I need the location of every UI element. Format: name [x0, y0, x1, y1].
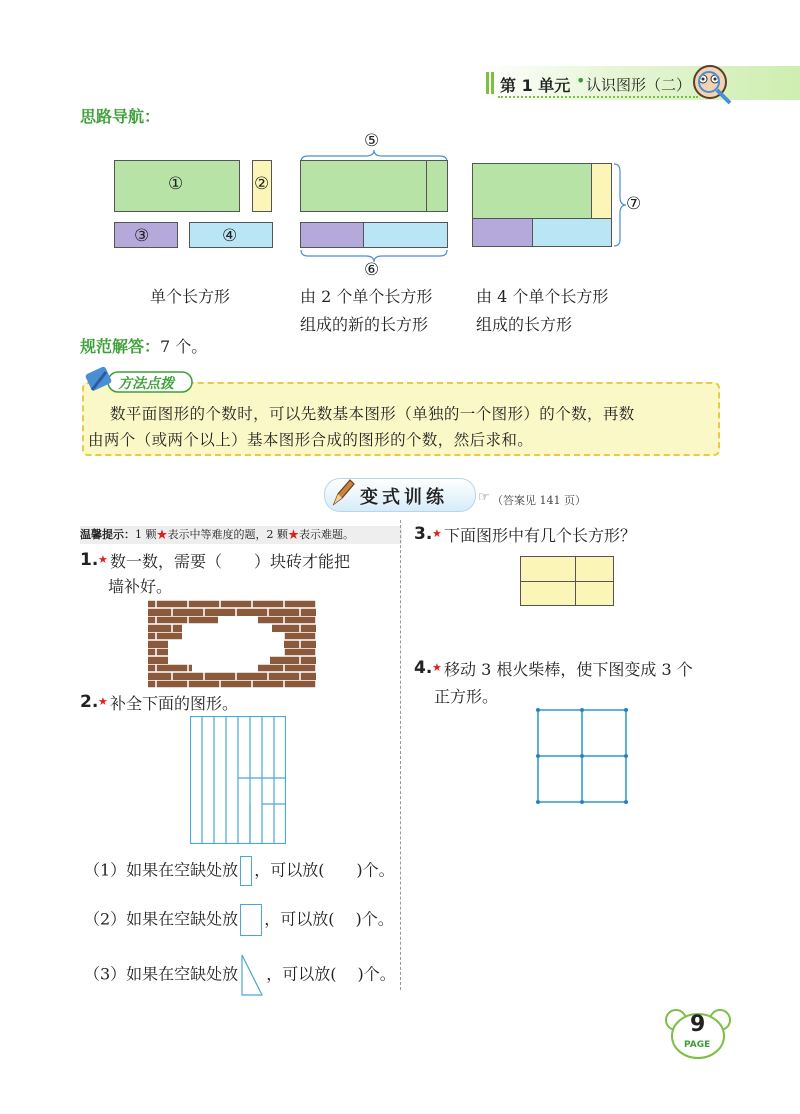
q1-number: 1. — [80, 550, 99, 570]
unit-label: 第 1 单元 — [500, 76, 571, 95]
rect-combo-four — [472, 163, 612, 247]
caption-two-line1: 由 2 个单个长方形 — [300, 287, 433, 306]
tip-line1: 数平面图形的个数时，可以先数基本图形（单独的一个图形）的个数，再数 — [110, 405, 635, 423]
q1-line1: 数一数，需要（ ）块砖才能把 — [110, 552, 351, 571]
caption-four-line1: 由 4 个单个长方形 — [476, 287, 609, 306]
rect-5-label: ⑤ — [364, 131, 380, 151]
column-divider — [400, 520, 401, 990]
answer-line — [80, 334, 207, 357]
q2-text: 补全下面的图形。 — [110, 694, 239, 713]
star-icon: ★ — [156, 528, 168, 541]
page-label: PAGE — [684, 1040, 711, 1050]
training-title: 变式训练 — [360, 487, 448, 508]
rect-7-label: ⑦ — [626, 194, 642, 214]
rect-1-label: ① — [168, 174, 184, 194]
tip-title: 方法点拨 — [118, 376, 174, 392]
q4-line1: 移动 3 根火柴棒，使下图变成 3 个 — [444, 660, 693, 679]
hint-line: 温馨提示：1 颗★表示中等难度的题，2 颗★表示难题。 — [80, 526, 402, 544]
header-bar — [478, 66, 800, 100]
hint-prefix: 温馨提示： — [80, 528, 135, 541]
q3-text: 下面图形中有几个长方形？ — [444, 526, 637, 545]
brace-right — [613, 163, 627, 247]
analysis-heading: 思路导航： — [80, 107, 161, 126]
rect-4-label: ④ — [222, 226, 238, 246]
matchstick-grid — [534, 706, 630, 806]
pointing-hand-icon: ☞ — [478, 490, 490, 505]
q3-number: 3. — [414, 524, 433, 544]
q4-line2: 正方形。 — [434, 687, 499, 706]
tall-rectangle-shape — [240, 856, 252, 886]
tip-line2: 由两个（或两个以上）基本图形合成的图形的个数，然后求和。 — [88, 431, 534, 449]
answer-value: 7 个。 — [160, 337, 208, 356]
q4-number: 4. — [414, 658, 433, 678]
unit-title: 认识图形（二） — [586, 76, 692, 94]
q2-sub1: （1）如果在空缺处放 ，可以放( )个。 — [84, 856, 395, 886]
brick-wall — [148, 600, 316, 688]
header-dotted-line — [498, 96, 698, 98]
wide-rectangle-shape — [240, 904, 262, 936]
star-icon: ★ — [432, 661, 442, 674]
header-accent-bars — [486, 72, 489, 94]
training-ref: （答案见 141 页） — [492, 494, 586, 507]
q3-rectangle-figure — [520, 556, 614, 606]
pencil-icon — [328, 476, 356, 508]
star-icon: ★ — [432, 527, 442, 540]
star-icon: ★ — [288, 528, 299, 541]
q2-sub2: （2）如果在空缺处放 ，可以放( )个。 — [84, 904, 394, 936]
incomplete-figure — [190, 716, 286, 844]
caption-single: 单个长方形 — [150, 287, 231, 306]
q2-number: 2. — [80, 692, 99, 712]
caption-two-line2: 组成的新的长方形 — [300, 315, 429, 334]
q1-line2: 墙补好。 — [108, 577, 173, 596]
caption-four-line2: 组成的长方形 — [476, 315, 573, 334]
unit-dot: • — [576, 71, 586, 90]
star-icon: ★ — [98, 695, 108, 708]
rect-3-label: ③ — [134, 226, 150, 246]
star-icon: ★ — [98, 553, 108, 566]
answer-label: 规范解答： — [80, 337, 161, 356]
rect-6-label: ⑥ — [364, 260, 380, 280]
page-number: 9 — [690, 1012, 706, 1037]
mascot-icon — [690, 62, 736, 108]
rect-2-label: ② — [254, 174, 270, 194]
q2-sub3: （3）如果在空缺处放 ，可以放( )个。 — [84, 954, 396, 996]
triangle-shape — [240, 954, 264, 996]
